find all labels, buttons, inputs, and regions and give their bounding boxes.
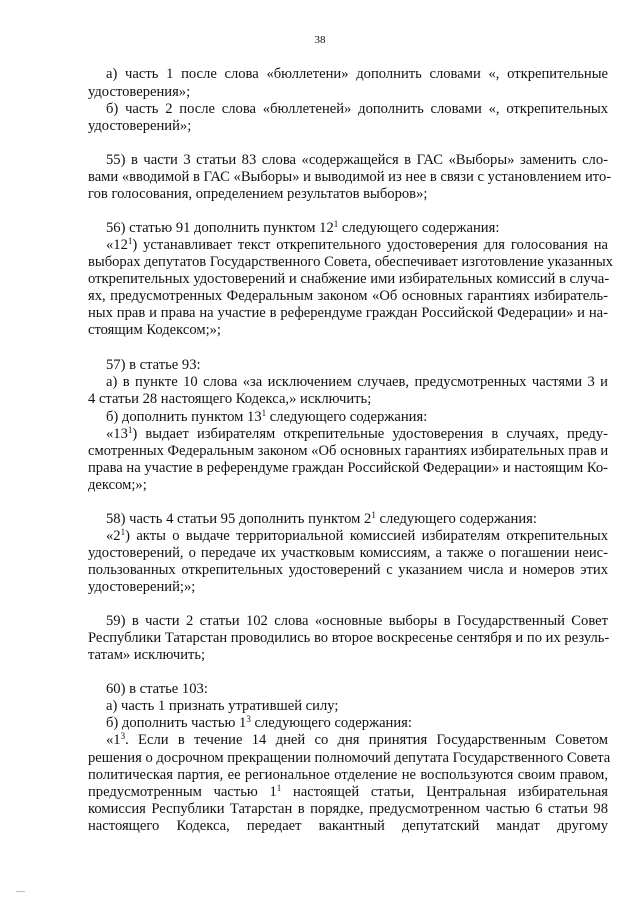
line-text: выборах депутатов Государственного Совета, обеспечивает изготовление указанных bbox=[88, 254, 613, 270]
text-line bbox=[88, 305, 608, 322]
text-line bbox=[88, 152, 608, 169]
line-text-after: ) выдает избирателям открепительные удостоверения в случаях, преду- bbox=[132, 426, 608, 442]
text-line bbox=[88, 562, 608, 579]
line-text-after: ) устанавливает текст открепительного удостоверения для голосования на bbox=[132, 237, 608, 253]
text-line bbox=[88, 698, 608, 715]
line-text: 55) в части 3 статьи 83 слова «содержащейся в ГАС «Выборы» заменить сло- bbox=[106, 152, 608, 168]
superscript: 3 bbox=[120, 731, 126, 741]
line-text: 60) в статье 103: bbox=[106, 681, 208, 697]
text-line bbox=[88, 374, 608, 391]
text-line bbox=[88, 186, 608, 203]
line-text: настоящего Кодекса, передает вакантный депутатский мандат другому bbox=[88, 818, 608, 834]
superscript: 1 bbox=[276, 783, 282, 793]
line-text: татам» исключить; bbox=[88, 647, 206, 663]
text-line bbox=[88, 118, 608, 135]
line-text: а) часть 1 признать утратившей силу; bbox=[106, 698, 339, 714]
text-line bbox=[88, 784, 608, 801]
line-text-after: следующего содержания: bbox=[250, 715, 412, 731]
line-text: Республики Татарстан проводились во второе воскресенье сентября и по их резуль- bbox=[88, 630, 610, 646]
text-line bbox=[88, 647, 608, 664]
line-text: открепительных удостоверений и снабжение ими избирательных комиссий в случа- bbox=[88, 271, 610, 287]
text-line bbox=[88, 66, 608, 83]
line-text-after: следующего содержания: bbox=[338, 220, 500, 236]
line-text: удостоверений, о передаче их участковым комиссиям, а также о погашении неис- bbox=[88, 545, 608, 561]
superscript: 3 bbox=[246, 714, 251, 724]
text-line bbox=[88, 426, 608, 443]
line-text: политическая партия, ее региональное отделение не воспользуются своим правом, bbox=[88, 767, 608, 783]
line-text: «1 bbox=[106, 732, 121, 748]
superscript: 1 bbox=[371, 510, 376, 520]
text-line bbox=[88, 443, 608, 460]
line-text: предусмотренным частью 1 bbox=[88, 784, 277, 800]
text-line bbox=[88, 237, 608, 254]
line-text: удостоверений;»; bbox=[88, 579, 196, 595]
superscript: 1 bbox=[333, 219, 339, 229]
text-line bbox=[88, 818, 608, 835]
text-line bbox=[88, 169, 612, 186]
line-text: пользованных открепительных удостоверений с указанием числа и номеров этих bbox=[88, 562, 608, 578]
line-text: комиссия Республики Татарстан в порядке, предусмотренном частью 6 статьи 98 bbox=[88, 801, 608, 817]
text-line bbox=[88, 477, 608, 494]
line-text: б) дополнить пунктом 13 bbox=[106, 409, 262, 425]
line-text: 56) статью 91 дополнить пунктом 12 bbox=[106, 220, 334, 236]
line-text-after: . Если в течение 14 дней со дня принятия Государственным Советом bbox=[125, 732, 608, 748]
line-text: 59) в части 2 статьи 102 слова «основные выборы в Государственный Совет bbox=[106, 613, 608, 629]
line-text: дексом;»; bbox=[88, 477, 147, 493]
text-line bbox=[88, 715, 608, 732]
text-line bbox=[88, 271, 608, 288]
line-text-after: настоящей статьи, Центральная избирательная bbox=[281, 784, 608, 800]
text-line bbox=[88, 288, 608, 305]
line-text: «2 bbox=[106, 528, 121, 544]
line-text-after: следующего содержания: bbox=[375, 511, 537, 527]
line-text: б) дополнить частью 1 bbox=[106, 715, 247, 731]
line-text-after: следующего содержания: bbox=[266, 409, 428, 425]
line-text: «12 bbox=[106, 237, 128, 253]
text-line bbox=[88, 732, 608, 749]
text-line bbox=[88, 460, 608, 477]
text-line bbox=[88, 220, 608, 237]
superscript: 1 bbox=[261, 408, 267, 418]
text-line bbox=[88, 391, 608, 408]
page-number: 38 bbox=[314, 34, 326, 46]
line-text: решения о досрочном прекращении полномочий депутата Государственного Совета bbox=[88, 750, 611, 766]
line-text: 58) часть 4 статьи 95 дополнить пунктом 2 bbox=[106, 511, 372, 527]
line-text: «13 bbox=[106, 426, 128, 442]
text-line bbox=[88, 254, 613, 271]
superscript: 1 bbox=[120, 527, 126, 537]
text-line bbox=[88, 357, 608, 374]
superscript: 1 bbox=[127, 236, 133, 246]
text-line bbox=[88, 545, 608, 562]
line-text: 57) в статье 93: bbox=[106, 357, 201, 373]
text-line bbox=[88, 409, 608, 426]
text-line bbox=[88, 750, 611, 767]
line-text: права на участие в референдуме граждан Российской Федерации» и настоящим Ко- bbox=[88, 460, 609, 476]
line-text: 4 статьи 28 настоящего Кодекса,» исключить; bbox=[88, 391, 372, 407]
text-line bbox=[88, 528, 608, 545]
text-line bbox=[88, 801, 608, 818]
line-text-after: ) акты о выдаче территориальной комиссией избирателям открепительных bbox=[125, 528, 608, 544]
line-text: а) часть 1 после слова «бюллетени» дополнить словами «, открепительные bbox=[106, 66, 608, 82]
text-line bbox=[88, 511, 608, 528]
line-text: ных прав и права на участие в референдуме граждан Российской Федерации» и на- bbox=[88, 305, 608, 321]
text-line bbox=[88, 101, 608, 118]
line-text: удостоверений»; bbox=[88, 118, 192, 134]
line-text: гов голосования, определением результатов выборов»; bbox=[88, 186, 428, 202]
line-text: смотренных Федеральным законом «Об основных гарантиях избирательных прав и bbox=[88, 443, 609, 459]
superscript: 1 bbox=[127, 425, 133, 435]
text-line bbox=[88, 322, 608, 339]
line-text: стоящим Кодексом;»; bbox=[88, 322, 221, 338]
line-text: удостоверения»; bbox=[88, 84, 191, 100]
text-line bbox=[88, 767, 608, 784]
text-line bbox=[88, 681, 608, 698]
text-line bbox=[88, 630, 608, 647]
scan-mark: — bbox=[16, 886, 25, 896]
text-line bbox=[88, 84, 608, 101]
text-line bbox=[88, 613, 608, 630]
text-line bbox=[88, 579, 608, 596]
line-text: б) часть 2 после слова «бюллетеней» дополнить словами «, открепительных bbox=[106, 101, 608, 117]
line-text: ях, предусмотренных Федеральным законом «Об основных гарантиях избиратель- bbox=[88, 288, 608, 304]
line-text: вами «вводимой в ГАС «Выборы» и выводимой из нее в связи с установлением ито- bbox=[88, 169, 612, 185]
line-text: а) в пункте 10 слова «за исключением случаев, предусмотренных частями 3 и bbox=[106, 374, 608, 390]
